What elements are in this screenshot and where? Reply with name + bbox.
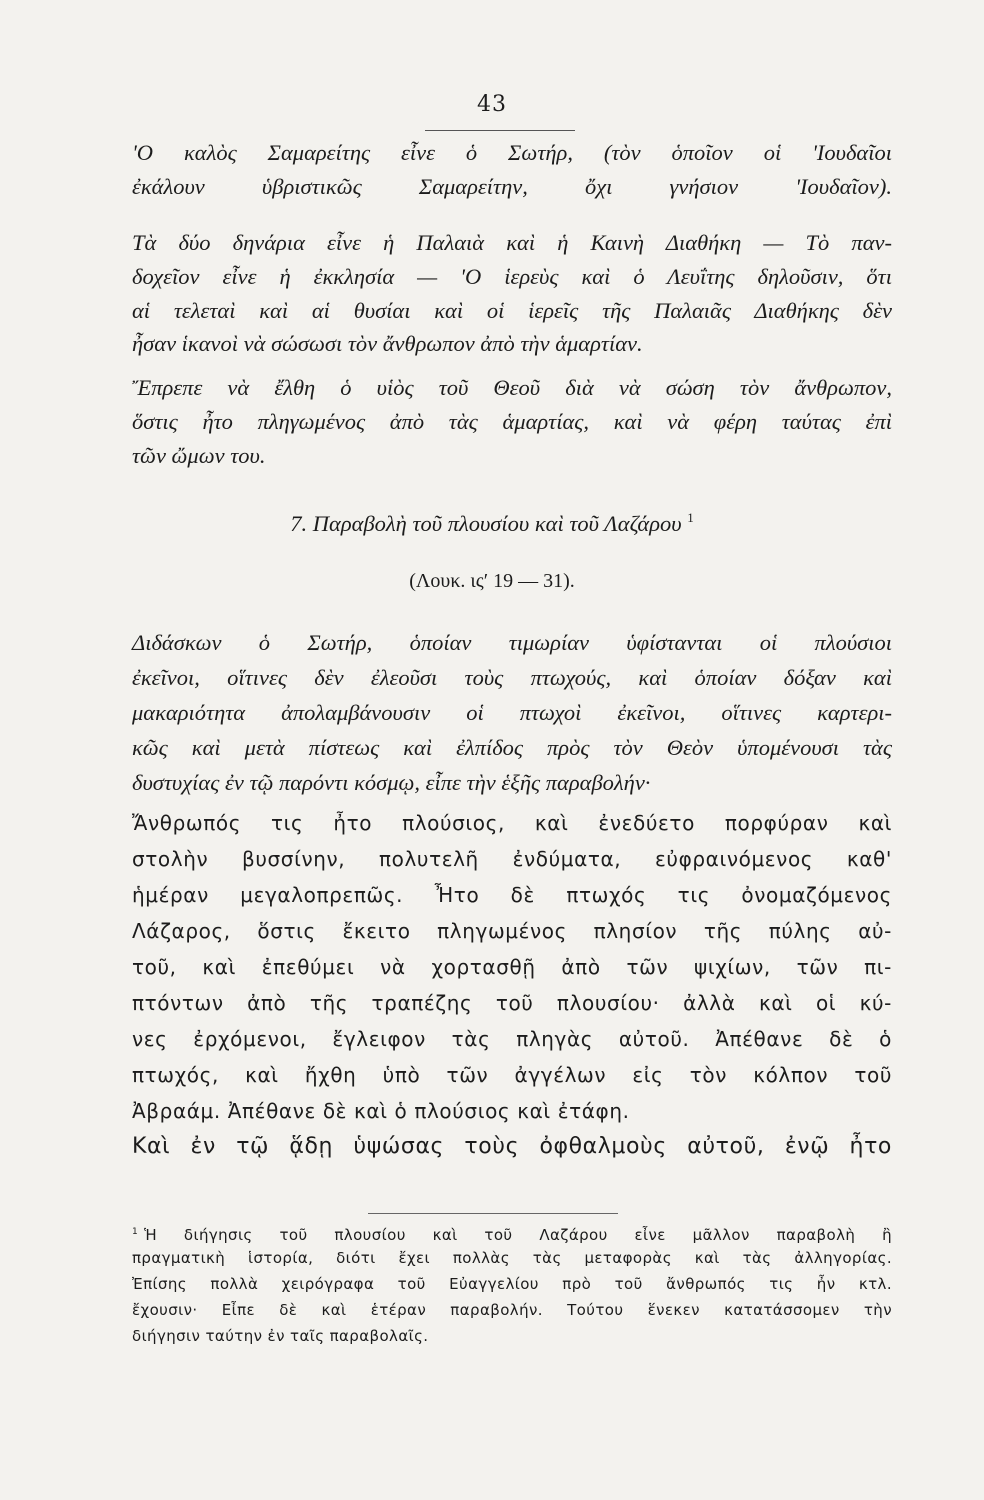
footnote-line: πραγματικὴ ἱστορία, διότι ἔχει πολλὰς τὰς μεταφορὰς καὶ τὰς ἀλληγορίας. [132, 1249, 892, 1267]
text-line: ἐκάλουν ὑβριστικῶς Σαμαρείτην, ὄχι γνήσιον 'Ιουδαῖον). [132, 174, 892, 199]
text-line: τοῦ, καὶ ἐπεθύμει νὰ χορτασθῇ ἀπὸ τῶν ψιχίων, τῶν πι- [132, 955, 892, 979]
text-line: Ἄνθρωπός τις ἦτο πλούσιος, καὶ ἐνεδύετο πορφύραν καὶ [132, 811, 892, 835]
footnote-text: Ἡ διήγησις τοῦ πλουσίου καὶ τοῦ Λαζάρου εἶνε μᾶλλον παραβολὴ ἢ [144, 1226, 892, 1244]
footnote-line: Ἐπίσης πολλὰ χειρόγραφα τοῦ Εὐαγγελίου πρὸ τοῦ ἄνθρωπός τις ἦν κτλ. [132, 1275, 892, 1293]
section-title-text: 7. Παραβολὴ τοῦ πλουσίου καὶ τοῦ Λαζάρου [290, 511, 682, 536]
text-line: Διδάσκων ὁ Σωτήρ, ὁποίαν τιμωρίαν ὑφίστανται οἱ πλούσιοι [132, 630, 892, 655]
text-line: τῶν ὤμων του. [132, 443, 266, 468]
text-line: ἐκεῖνοι, οἵτινες δὲν ἐλεοῦσι τοὺς πτωχούς, καὶ ὁποίαν δόξαν καὶ [132, 665, 892, 690]
text-line: Τὰ δύο δηνάρια εἶνε ἡ Παλαιὰ καὶ ἡ Καινὴ Διαθήκη — Τὸ παν- [132, 230, 892, 255]
text-line: στολὴν βυσσίνην, πολυτελῆ ἐνδύματα, εὐφραινόμενος καθ' [132, 847, 892, 871]
text-line: ἡμέραν μεγαλοπρεπῶς. Ἦτο δὲ πτωχός τις ὀνομαζόμενος [132, 883, 892, 907]
footnote-line: διήγησιν ταύτην ἐν ταῖς παραβολαῖς. [132, 1327, 429, 1345]
text-line: ἦσαν ἱκανοὶ νὰ σώσωσι τὸν ἄνθρωπον ἀπὸ τὴν ἁμαρτίαν. [132, 331, 643, 356]
text-line: ὅστις ἦτο πληγωμένος ἀπὸ τὰς ἁμαρτίας, καὶ νὰ φέρη ταύτας ἐπὶ [132, 409, 892, 434]
text-line: πτωχός, καὶ ἤχθη ὑπὸ τῶν ἀγγέλων εἰς τὸν κόλπον τοῦ [132, 1063, 892, 1087]
footnote-reference: 1 [687, 510, 694, 525]
text-line: αἱ τελεταὶ καὶ αἱ θυσίαι καὶ οἱ ἱερεῖς τῆς Παλαιᾶς Διαθήκης δὲν [132, 298, 892, 323]
scripture-reference: (Λουκ. ις′ 19 — 31). [409, 570, 575, 592]
footnote-marker: 1 [132, 1227, 139, 1237]
text-line: Λάζαρος, ὅστις ἔκειτο πληγωμένος πλησίον τῆς πύλης αὐ- [132, 919, 892, 943]
text-line: Καὶ ἐν τῷ ᾅδῃ ὑψώσας τοὺς ὀφθαλμοὺς αὐτοῦ, ἐνῷ ἦτο [132, 1134, 892, 1159]
footnote-line: ἔχουσιν· Εἶπε δὲ καὶ ἑτέραν παραβολήν. Τούτου ἕνεκεν κατατάσσομεν τὴν [132, 1301, 892, 1319]
text-line: μακαριότητα ἀπολαμβάνουσιν οἱ πτωχοὶ ἐκεῖνοι, οἵτινες καρτερι- [132, 700, 892, 725]
text-line: κῶς καὶ μετὰ πίστεως καὶ ἐλπίδος πρὸς τὸν Θεὸν ὑπομένουσι τὰς [132, 735, 892, 760]
text-line: νες ἐρχόμενοι, ἔγλειφον τὰς πληγὰς αὐτοῦ. Ἀπέθανε δὲ ὁ [132, 1027, 892, 1051]
page-number: 43 [477, 92, 507, 117]
text-line: πτόντων ἀπὸ τῆς τραπέζης τοῦ πλουσίου· ἀλλὰ καὶ οἱ κύ- [132, 991, 892, 1015]
header-rule [425, 130, 575, 131]
text-line: Ἀβραάμ. Ἀπέθανε δὲ καὶ ὁ πλούσιος καὶ ἐτάφη. [132, 1099, 630, 1123]
section-title [0, 510, 984, 537]
text-line: δοχεῖον εἶνε ἡ ἐκκλησία — 'Ο ἱερεὺς καὶ ὁ Λευΐτης δηλοῦσιν, ὅτι [132, 264, 892, 289]
text-line: δυστυχίας ἐν τῷ παρόντι κόσμῳ, εἶπε τὴν ἑξῆς παραβολήν· [132, 770, 651, 795]
text-line: 'Ο καλὸς Σαμαρείτης εἶνε ὁ Σωτήρ, (τὸν ὁποῖον οἱ 'Ιουδαῖοι [132, 140, 892, 165]
text-line: Ἔπρεπε νὰ ἔλθη ὁ υἱὸς τοῦ Θεοῦ διὰ νὰ σώση τὸν ἄνθρωπον, [132, 375, 892, 400]
footnote-line [132, 1222, 892, 1245]
footnote-rule [368, 1213, 618, 1214]
